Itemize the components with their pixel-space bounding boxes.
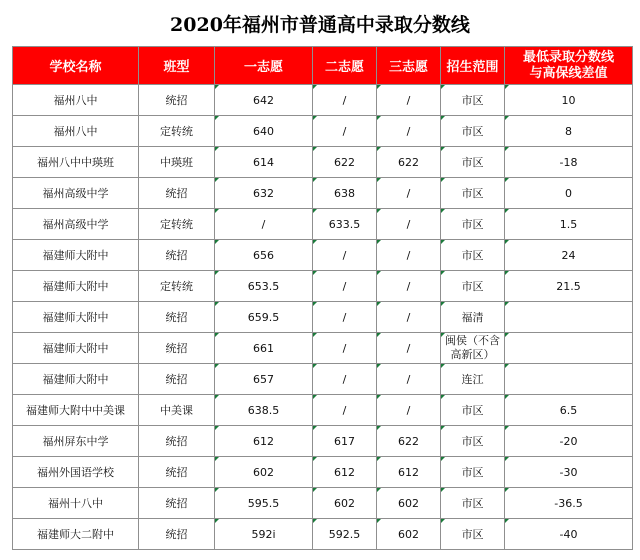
cell-first-choice: 612 bbox=[215, 426, 313, 457]
cell-class-type: 定转统 bbox=[139, 116, 215, 147]
table-row bbox=[13, 457, 633, 488]
table-row bbox=[13, 364, 633, 395]
table-row bbox=[13, 488, 633, 519]
cell-score-diff bbox=[505, 302, 633, 333]
cell-school: 福建师大附中 bbox=[13, 271, 139, 302]
cell-school: 福州外国语学校 bbox=[13, 457, 139, 488]
header-row bbox=[13, 47, 633, 85]
table-row bbox=[13, 395, 633, 426]
cell-class-type: 统招 bbox=[139, 519, 215, 550]
cell-third-choice: / bbox=[377, 364, 441, 395]
cell-first-choice: 642 bbox=[215, 85, 313, 116]
header-score-diff bbox=[505, 47, 633, 85]
table-body bbox=[13, 85, 633, 550]
cell-score-diff: 24 bbox=[505, 240, 633, 271]
cell-first-choice: 657 bbox=[215, 364, 313, 395]
cell-class-type: 定转统 bbox=[139, 209, 215, 240]
cell-score-diff: 10 bbox=[505, 85, 633, 116]
cell-class-type: 定转统 bbox=[139, 271, 215, 302]
cell-first-choice: 592i bbox=[215, 519, 313, 550]
cell-school: 福建师大二附中 bbox=[13, 519, 139, 550]
cell-enrollment-range: 市区 bbox=[441, 457, 505, 488]
cell-class-type: 统招 bbox=[139, 85, 215, 116]
cell-score-diff bbox=[505, 364, 633, 395]
cell-class-type: 中美课 bbox=[139, 395, 215, 426]
cell-third-choice: / bbox=[377, 395, 441, 426]
cell-third-choice: 622 bbox=[377, 147, 441, 178]
cell-class-type: 统招 bbox=[139, 333, 215, 364]
table-row bbox=[13, 85, 633, 116]
cell-second-choice: / bbox=[313, 271, 377, 302]
cell-second-choice: 633.5 bbox=[313, 209, 377, 240]
cell-school: 福建师大附中 bbox=[13, 333, 139, 364]
header-score-diff-line2: 与高保线差值 bbox=[529, 65, 608, 81]
table-row bbox=[13, 302, 633, 333]
cell-score-diff: 8 bbox=[505, 116, 633, 147]
cell-school: 福州十八中 bbox=[13, 488, 139, 519]
cell-second-choice: / bbox=[313, 333, 377, 364]
cell-class-type: 统招 bbox=[139, 302, 215, 333]
cell-enrollment-range: 市区 bbox=[441, 209, 505, 240]
cell-third-choice: / bbox=[377, 240, 441, 271]
cell-third-choice: 612 bbox=[377, 457, 441, 488]
cell-second-choice: 602 bbox=[313, 488, 377, 519]
cell-school: 福州八中 bbox=[13, 85, 139, 116]
cell-score-diff: 21.5 bbox=[505, 271, 633, 302]
table-row bbox=[13, 116, 633, 147]
header-score-diff-line1: 最低录取分数线 bbox=[522, 49, 614, 65]
cell-class-type: 统招 bbox=[139, 457, 215, 488]
cell-score-diff: 6.5 bbox=[505, 395, 633, 426]
cell-first-choice: 632 bbox=[215, 178, 313, 209]
cell-third-choice: / bbox=[377, 178, 441, 209]
table-row bbox=[13, 426, 633, 457]
cell-first-choice: 661 bbox=[215, 333, 313, 364]
header-enrollment-range: 招生范围 bbox=[441, 47, 505, 85]
cell-score-diff: -18 bbox=[505, 147, 633, 178]
cell-class-type: 统招 bbox=[139, 488, 215, 519]
cell-score-diff: 1.5 bbox=[505, 209, 633, 240]
cell-third-choice: 622 bbox=[377, 426, 441, 457]
cell-enrollment-range: 市区 bbox=[441, 178, 505, 209]
cell-score-diff bbox=[505, 333, 633, 364]
cell-third-choice: / bbox=[377, 271, 441, 302]
cell-score-diff: 0 bbox=[505, 178, 633, 209]
header-second-choice: 二志愿 bbox=[313, 47, 377, 85]
cell-school: 福州八中中瑛班 bbox=[13, 147, 139, 178]
cell-first-choice: / bbox=[215, 209, 313, 240]
cell-school: 福州高级中学 bbox=[13, 178, 139, 209]
cell-enrollment-range: 市区 bbox=[441, 116, 505, 147]
cell-score-diff: -40 bbox=[505, 519, 633, 550]
cell-score-diff: -30 bbox=[505, 457, 633, 488]
cell-class-type: 统招 bbox=[139, 364, 215, 395]
cell-enrollment-range: 闽侯（不含高新区） bbox=[441, 333, 505, 364]
cell-class-type: 统招 bbox=[139, 178, 215, 209]
cell-second-choice: / bbox=[313, 395, 377, 426]
cell-enrollment-range: 市区 bbox=[441, 240, 505, 271]
cell-third-choice: / bbox=[377, 116, 441, 147]
cell-third-choice: 602 bbox=[377, 488, 441, 519]
cell-class-type: 统招 bbox=[139, 426, 215, 457]
header-school: 学校名称 bbox=[13, 47, 139, 85]
cell-first-choice: 638.5 bbox=[215, 395, 313, 426]
table-row bbox=[13, 178, 633, 209]
table-row bbox=[13, 147, 633, 178]
cell-second-choice: 617 bbox=[313, 426, 377, 457]
cell-enrollment-range: 市区 bbox=[441, 519, 505, 550]
cell-school: 福建师大附中中美课 bbox=[13, 395, 139, 426]
cell-second-choice: / bbox=[313, 85, 377, 116]
cell-first-choice: 659.5 bbox=[215, 302, 313, 333]
cell-second-choice: 592.5 bbox=[313, 519, 377, 550]
cell-class-type: 中瑛班 bbox=[139, 147, 215, 178]
cell-enrollment-range: 市区 bbox=[441, 395, 505, 426]
header-first-choice: 一志愿 bbox=[215, 47, 313, 85]
cell-enrollment-range: 福清 bbox=[441, 302, 505, 333]
table-row bbox=[13, 271, 633, 302]
cell-enrollment-range: 市区 bbox=[441, 147, 505, 178]
cell-third-choice: / bbox=[377, 302, 441, 333]
cell-third-choice: / bbox=[377, 85, 441, 116]
cell-first-choice: 595.5 bbox=[215, 488, 313, 519]
cell-third-choice: 602 bbox=[377, 519, 441, 550]
cell-first-choice: 640 bbox=[215, 116, 313, 147]
cell-second-choice: / bbox=[313, 240, 377, 271]
table-row bbox=[13, 333, 633, 364]
cell-school: 福州屏东中学 bbox=[13, 426, 139, 457]
cell-enrollment-range: 连江 bbox=[441, 364, 505, 395]
cell-first-choice: 602 bbox=[215, 457, 313, 488]
cell-enrollment-range: 市区 bbox=[441, 488, 505, 519]
table-row bbox=[13, 209, 633, 240]
score-table bbox=[12, 46, 633, 550]
table-row bbox=[13, 519, 633, 550]
cell-school: 福建师大附中 bbox=[13, 364, 139, 395]
cell-second-choice: 638 bbox=[313, 178, 377, 209]
cell-enrollment-range: 市区 bbox=[441, 85, 505, 116]
cell-school: 福州高级中学 bbox=[13, 209, 139, 240]
cell-second-choice: / bbox=[313, 302, 377, 333]
cell-enrollment-range: 市区 bbox=[441, 271, 505, 302]
cell-school: 福州八中 bbox=[13, 116, 139, 147]
cell-second-choice: / bbox=[313, 364, 377, 395]
cell-first-choice: 614 bbox=[215, 147, 313, 178]
cell-score-diff: -20 bbox=[505, 426, 633, 457]
cell-second-choice: 622 bbox=[313, 147, 377, 178]
cell-school: 福建师大附中 bbox=[13, 302, 139, 333]
cell-second-choice: 612 bbox=[313, 457, 377, 488]
table-row bbox=[13, 240, 633, 271]
cell-enrollment-range: 市区 bbox=[441, 426, 505, 457]
cell-school: 福建师大附中 bbox=[13, 240, 139, 271]
cell-score-diff: -36.5 bbox=[505, 488, 633, 519]
cell-class-type: 统招 bbox=[139, 240, 215, 271]
page-title: 2020年福州市普通高中录取分数线 bbox=[170, 13, 470, 36]
header-third-choice: 三志愿 bbox=[377, 47, 441, 85]
cell-third-choice: / bbox=[377, 333, 441, 364]
cell-third-choice: / bbox=[377, 209, 441, 240]
cell-first-choice: 653.5 bbox=[215, 271, 313, 302]
cell-second-choice: / bbox=[313, 116, 377, 147]
header-class-type: 班型 bbox=[139, 47, 215, 85]
cell-first-choice: 656 bbox=[215, 240, 313, 271]
